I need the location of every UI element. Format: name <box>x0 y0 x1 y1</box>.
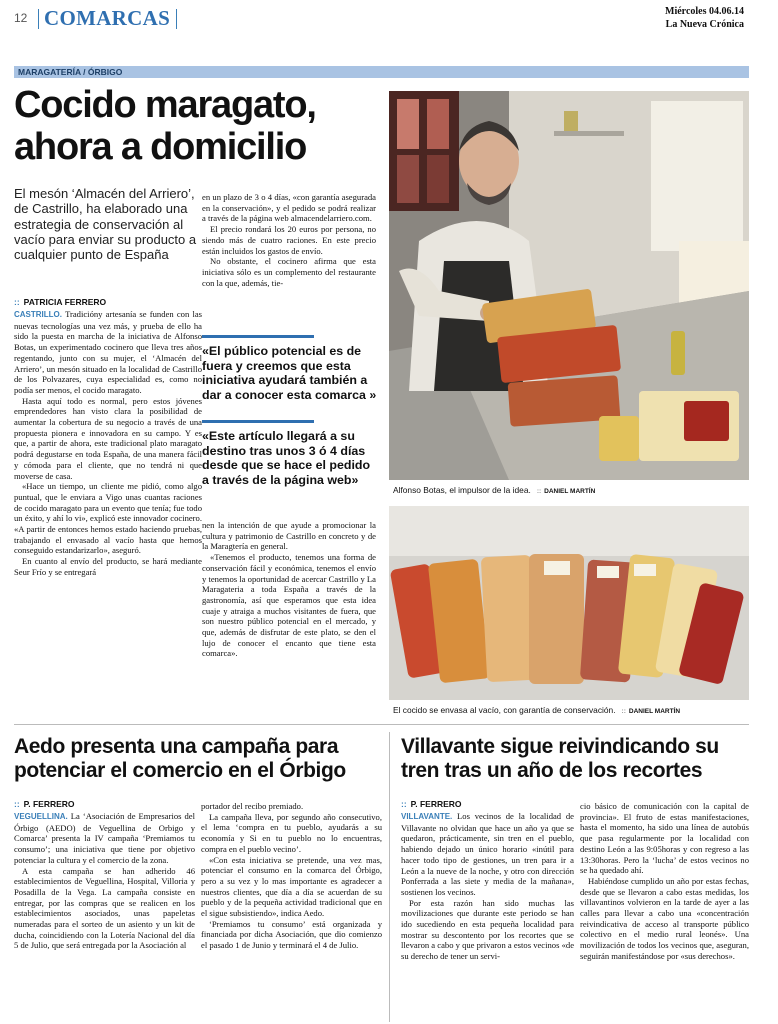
quote2-bar <box>202 420 314 423</box>
main-kicker: CASTRILLO. <box>14 310 62 319</box>
aedo-col2-p1: portador del recibo premiado. <box>201 801 304 811</box>
main-headline-line1: Cocido maragato, <box>14 84 316 126</box>
main-col1-p2: Hasta aquí todo es normal, pero estos jóvenes emprendedores han visto clara la posibilidad de aumentar la cobertura de su negocio a través de una propuesta pionera e innovadora en su campo. Y es que, a partir de ahora, este tradicional plato maragato podrá degustarse en toda España, de una manera fácil y cómoda para el cliente, que no tendrá ni que moverse de casa. <box>14 395 202 481</box>
quote1-bar <box>202 335 314 338</box>
aedo-headline-line2: potenciar el comercio en el Órbigo <box>14 759 346 782</box>
villavante-col1 <box>401 811 574 962</box>
aedo-col2 <box>201 801 382 951</box>
villavante-col2-p2: Habiéndose cumplido un año por estas fechas, desde que se llevaron a cabo estas medidas, los villavantinos volvieron en la tarde de ayer a las calles para llevar a cabo una «concentración reivindicativa de acceso al transporte público colectivo en el medio rural leonés». Una movilización de todos los vecinos que, aseguran, seguirán manifestándose por «sus derechos». <box>580 875 749 961</box>
aedo-headline-line1: Aedo presenta una campaña para <box>14 735 339 758</box>
page-number: 12 <box>14 11 28 25</box>
villavante-col2-p1: cio básico de comunicación con la capital de provincia». El fruto de estas manifestaciones, hasta el momento, ha sido una línea de autobús que pasa regularmente por la localidad con destino León a las 9:05horas y con regreso a las 13:30horas. Pero la ‘lucha’ de estos vecinos no se ha quedado ahí. <box>580 801 749 876</box>
header-divider-right <box>176 9 177 29</box>
aedo-col1 <box>14 811 195 951</box>
aedo-byline-name: P. FERRERO <box>23 799 75 809</box>
main-byline-name: PATRICIA FERRERO <box>23 297 107 307</box>
pull-quote-2: «Este artículo llegará a su destino tras unos 3 ó 4 días desde que se hace el pedido a través de la página web» <box>202 429 371 487</box>
header-divider-left <box>38 9 39 29</box>
aedo-col1-p2: A esta campaña se han adherido 46 establecimientos de Veguellina, Hospital, Villoria y Posadilla de la Vega. La campaña consiste en entregar, por las compras que se realicen en los establecimientos asociados, unas papeletas numeradas para el sorteo de un asiento y un kit de ducha, coincidiendo con la Lotería Nacional del día 5 de Julio, que será entregada por la Asociación al <box>14 865 195 951</box>
photo2-caption: El cocido se envasa al vacío, con garantía de conservación. :: DANIEL MARTÍN <box>393 705 681 715</box>
main-article-col2-top <box>202 192 376 288</box>
chef-photo-illustration <box>389 91 749 480</box>
main-col1-p3: «Hace un tiempo, un cliente me pidió, como algo puntual, que le enviara a Vigo unas cuantas raciones de cocido maragato para un evento que tenía; fue todo un éxito, y ahí lo vi», explicó este innovador cocinero. «A partir de entonces hemos estado haciendo pruebas, trabajando el envasado al vacío hasta que hemos conseguido estandarizarlo», aseguró. <box>14 481 202 556</box>
villavante-col1-p2: Por esta razón han sido muchas las movilizaciones que durante este periodo se han ido sucediendo en esta pequeña localidad para mostrar su descontento por los recortes que se llevaron a cabo y que privaron a estos vecinos «de su derecho de tener un servi- <box>401 897 575 962</box>
villavante-headline <box>401 735 751 783</box>
aedo-col1-p1: La ‘Asociación de Empresarios del Órbigo (AEDO) de Veguellina de Orbigo y Comarca’ presenta la IV campaña ‘Premiamos tu consumo’; una iniciativa que tiene por objetivo potenciar la cultura y el comercio de la zona. <box>14 811 195 865</box>
photo1-caption-text: Alfonso Botas, el impulsor de la idea. <box>393 485 531 495</box>
main-article-col1 <box>14 309 202 578</box>
aedo-col2-p4: ‘Premiamos tu consumo’ está organizada y financiada por dicha Asociación, que dio comienzo el pasado 1 de Junio y terminará el 4 de Julio. <box>201 918 382 951</box>
photo-packages <box>389 506 749 700</box>
photo2-credit: DANIEL MARTÍN <box>628 708 681 715</box>
villavante-col2 <box>580 801 749 962</box>
pull-quote-1: «El público potencial es de fuera y creemos que esta iniciativa ayudará también a dar a conocer esta comarca » <box>202 344 377 402</box>
category-bar <box>14 66 749 78</box>
main-headline <box>14 84 384 168</box>
aedo-headline <box>14 735 384 783</box>
villavante-kicker: VILLAVANTE. <box>401 812 453 821</box>
category-label: MARAGATERÍA / ÓRBIGO <box>18 67 123 77</box>
main-col2-p3: No obstante, el cocinero afirma que esta iniciativa sólo es un complemento del restaurante con la que, además, tie- <box>202 256 376 288</box>
section-title: COMARCAS <box>44 6 171 30</box>
aedo-byline: :: P. FERRERO <box>14 799 75 809</box>
publication-name: La Nueva Crónica <box>665 19 744 30</box>
photo-chef <box>389 91 749 480</box>
section-divider <box>14 724 749 725</box>
main-col1-p1: Tradicióny artesanía se funden con las nuevas tecnologías una vez más, y prueba de ello ha sido la puesta en marcha de la iniciativa de Alfonso Botas, un experimentado cocinero que lleva tres años regentando, junto con su mujer, el ‘Almacén del Arriero’, un mesón situado en la localidad de Castrillo de los Polvazares, cuya especialidad es, como no podía ser menos, el cocido maragato. <box>14 309 203 395</box>
villavante-headline-line2: tren tras un año de los recortes <box>401 759 703 782</box>
main-byline: :: PATRICIA FERRERO <box>14 297 107 307</box>
villavante-col1-p1: Los vecinos de la localidad de Villavante no olvidan que hace un año ya que se quedaron, prácticamente, sin tren en el pueblo, habiendo dejado un único horario «inútil para hacer todo tipo de gestiones, un tren para ir a León a la nueve de la noche, y otro con dirección Ponferrada a las siete y media de la mañana», sostienen los vecinos. <box>401 811 574 897</box>
villavante-byline-name: P. FERRERO <box>410 799 462 809</box>
main-col2-p5: «Tenemos el producto, tenemos una forma de conservación fácil y económica, tenemos el envío y tenemos la oportunidad de acercar Castrillo y La Maragateria a toda España a través de la gastronomía, así que esperamos que esta idea cuaje y atraiga a muchos visitantes de fuera, que son nuestro público potencial en el mercado, y que, además de disfrutar de este plato, se den el lujo de conocer el encanto que tiene esta comarca». <box>202 552 376 659</box>
main-article-col2-bottom <box>202 520 376 659</box>
villavante-headline-line1: Villavante sigue reivindicando su <box>401 735 719 758</box>
issue-date: Miércoles 04.06.14 <box>665 6 744 17</box>
aedo-col2-p3: «Con esta iniciativa se pretende, una vez mas, potenciar el consumo en la comarca del Órbigo, pero a su vez y lo mas importante es agradecer a nuestros clientes, que día a día se acuerdan de su pueblo y de la pequeña actividad tradicional que en el sigue subsistiendo», indica Aedo. <box>201 854 382 919</box>
main-subhead: El mesón ‘Almacén del Arriero’, de Castrillo, ha elaborado una estrategia de conservación al vacío para enviar su producto a cualquier punto de España <box>14 186 197 263</box>
aedo-col2-p2: La campaña lleva, por segundo año consecutivo, el lema ‘compra en tu pueblo, ayudarás a su economía y Si en tu pueblo no lo encuentras, compra en el pueblo vecino’. <box>201 811 382 854</box>
main-col2-p2: El precio rondará los 20 euros por persona, no siendo más de cuatro raciones. En este precio están incluidos los gastos de envío. <box>202 224 376 256</box>
main-col2-p1: en un plazo de 3 o 4 días, «con garantía asegurada en la conservación», y el pedido se podrá realizar a través de la página web almacendelarriero.com. <box>202 192 376 224</box>
main-col2-p4: nen la intención de que ayude a promocionar la cultura y patrimonio de Castrillo en concreto y de la Maragtería en general. <box>202 520 376 552</box>
photo1-caption: Alfonso Botas, el impulsor de la idea. :: DANIEL MARTÍN <box>393 485 596 495</box>
photo1-credit: DANIEL MARTÍN <box>544 488 596 495</box>
villavante-byline: :: P. FERRERO <box>401 799 462 809</box>
main-col1-p4: En cuanto al envío del producto, se hará mediante Seur Frío y se entregará <box>14 556 202 577</box>
bottom-column-divider <box>389 732 390 1022</box>
packages-photo-illustration <box>389 506 749 700</box>
aedo-kicker: VEGUELLINA. <box>14 812 68 821</box>
photo2-caption-text: El cocido se envasa al vacío, con garantía de conservación. <box>393 705 616 715</box>
main-headline-line2: ahora a domicilio <box>14 126 307 168</box>
